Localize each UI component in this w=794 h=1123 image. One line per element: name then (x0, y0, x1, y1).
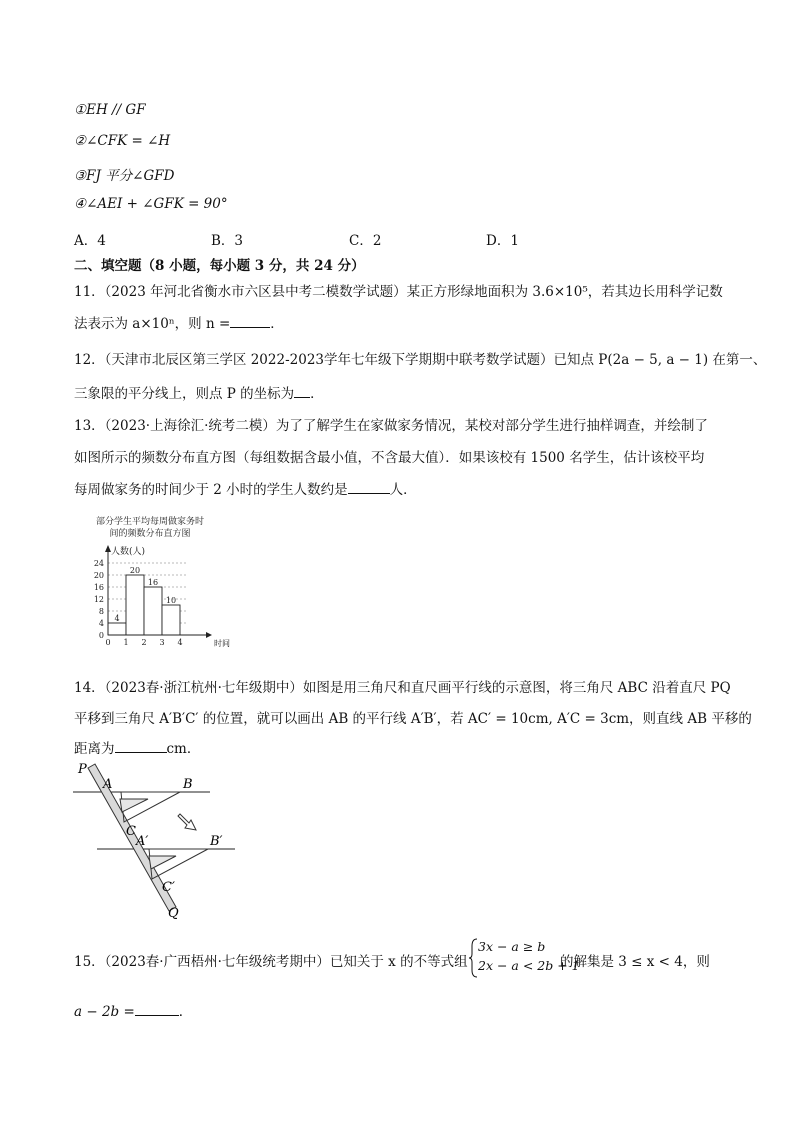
q15-line2-text: a − 2b = (74, 1004, 135, 1020)
y-tick-label: 8 (98, 607, 104, 616)
x-axis-arrow-icon (206, 632, 212, 638)
q12-line2-text: 三象限的平分线上，则点 P 的坐标为 (74, 386, 295, 402)
option-d: D．1 (486, 233, 519, 249)
statement-3: ③FJ 平分∠GFD (74, 168, 175, 184)
ruler-triangle-figure (70, 760, 245, 920)
q13-line3-end: 人． (389, 482, 417, 498)
option-a: A．4 (74, 233, 106, 249)
y-tick-label: 4 (98, 619, 104, 628)
q15-eq1: 3x − a ≥ b (478, 939, 546, 954)
option-c: C．2 (349, 233, 382, 249)
translation-arrow-icon (178, 814, 196, 830)
label-b-prime: B′ (210, 834, 223, 849)
bar-value-label: 4 (114, 614, 120, 623)
chart-title-line2: 间的频数分布直方图 (109, 529, 191, 539)
chart-layer (94, 545, 230, 648)
bar-value-label: 16 (147, 578, 159, 587)
q13-line3-text: 每周做家务的时间少于 2 小时的学生人数约是 (74, 482, 348, 498)
system-brace (468, 938, 478, 978)
q12-line2 (74, 382, 324, 402)
q15-line1 (74, 950, 468, 970)
statement-4: ④∠AEI + ∠GFK = 90° (74, 196, 228, 212)
label-c: C (126, 824, 136, 839)
label-c-prime: C′ (162, 880, 175, 895)
y-axis-label: 人数(人) (111, 547, 146, 557)
statement-1: ①EH // GF (74, 102, 146, 118)
x-axis-label: 时间 (214, 639, 230, 648)
histogram-bar (126, 575, 144, 635)
histogram-bar (162, 605, 180, 635)
label-a-prime: A′ (136, 834, 149, 849)
triangle-abc-inner (120, 799, 148, 812)
section-title: 二、填空题（8 小题，每小题 3 分，共 24 分） (74, 258, 365, 274)
q15-line2 (74, 1000, 192, 1020)
q12-line1: 12．（天津市北辰区第三学区 2022-2023学年七年级下学期期中联考数学试题）已知点 P(2a − 5, a − 1) 在第一、 (74, 352, 767, 368)
histogram-chart (70, 514, 230, 659)
q11-answer-blank[interactable] (230, 327, 270, 328)
x-tick-label: 4 (177, 638, 183, 647)
histogram-bar (144, 587, 162, 635)
q15-eq2: 2x − a < 2b + 1 (478, 958, 580, 973)
y-tick-label: 0 (98, 631, 104, 640)
q13-answer-blank[interactable] (348, 493, 390, 494)
q11-line1: 11．（2023 年河北省衡水市六区县中考二模数学试题）某正方形绿地面积为 3.6×10⁵，若其边长用科学记数 (74, 284, 723, 300)
q12-answer-blank[interactable] (294, 397, 310, 398)
q15-answer-blank[interactable] (135, 1015, 179, 1016)
x-tick-label: 3 (159, 638, 165, 647)
bar-value-label: 10 (165, 596, 177, 605)
y-tick-label: 16 (93, 583, 104, 592)
q12-line2-end: ． (310, 386, 324, 402)
q11-line2-end: ． (270, 316, 284, 332)
y-tick-label: 12 (93, 595, 104, 604)
q15-line2-end: ． (178, 1004, 193, 1020)
triangle-a2b2c2-inner (149, 856, 176, 869)
x-tick-label: 1 (123, 638, 129, 647)
chart-title-line1: 部分学生平均每周做家务时 (95, 517, 205, 527)
x-tick-label: 2 (141, 638, 147, 647)
q13-line2: 如图所示的频数分布直方图（每组数据含最小值，不含最大值）．如果该校有 1500 名学生，估计该校平均 (74, 450, 705, 466)
q14-line3-end: cm． (166, 741, 201, 757)
bar-value-label: 20 (129, 566, 141, 575)
histogram-bar (108, 623, 126, 635)
option-b: B．3 (211, 233, 244, 249)
q14-line1: 14．（2023春·浙江杭州·七年级期中）如图是用三角尺和直尺画平行线的示意图，将三角尺 ABC 沿着直尺 PQ (74, 680, 731, 696)
y-tick-label: 24 (93, 559, 104, 568)
q15-line1-end: 的解集是 3 ≤ x < 4，则 (560, 954, 710, 970)
q11-line2-text: 法表示为 a×10ⁿ，则 n = (74, 316, 231, 332)
y-tick-label: 20 (93, 571, 104, 580)
q14-line3-text: 距离为 (74, 741, 115, 757)
q15-line1-text: 15．（2023春·广西梧州·七年级统考期中）已知关于 x 的不等式组 (74, 954, 468, 970)
q14-answer-blank[interactable] (115, 752, 167, 753)
label-p: P (78, 762, 87, 777)
label-q: Q (168, 906, 179, 920)
statement-2: ②∠CFK = ∠H (74, 133, 171, 149)
q13-line1: 13．（2023·上海徐汇·统考二模）为了了解学生在家做家务情况，某校对部分学生进行抽样调查，并绘制了 (74, 418, 708, 434)
label-a: A (103, 777, 113, 792)
q14-line3 (74, 737, 200, 757)
label-b: B (183, 777, 193, 792)
q14-line2: 平移到三角尺 A′B′C′ 的位置，就可以画出 AB 的平行线 A′B′，若 AC′ = 10cm, A′C = 3cm，则直线 AB 平移的 (74, 711, 752, 727)
q13-line3 (74, 478, 417, 498)
q11-line2 (74, 312, 284, 332)
x-tick-label: 0 (105, 638, 111, 647)
